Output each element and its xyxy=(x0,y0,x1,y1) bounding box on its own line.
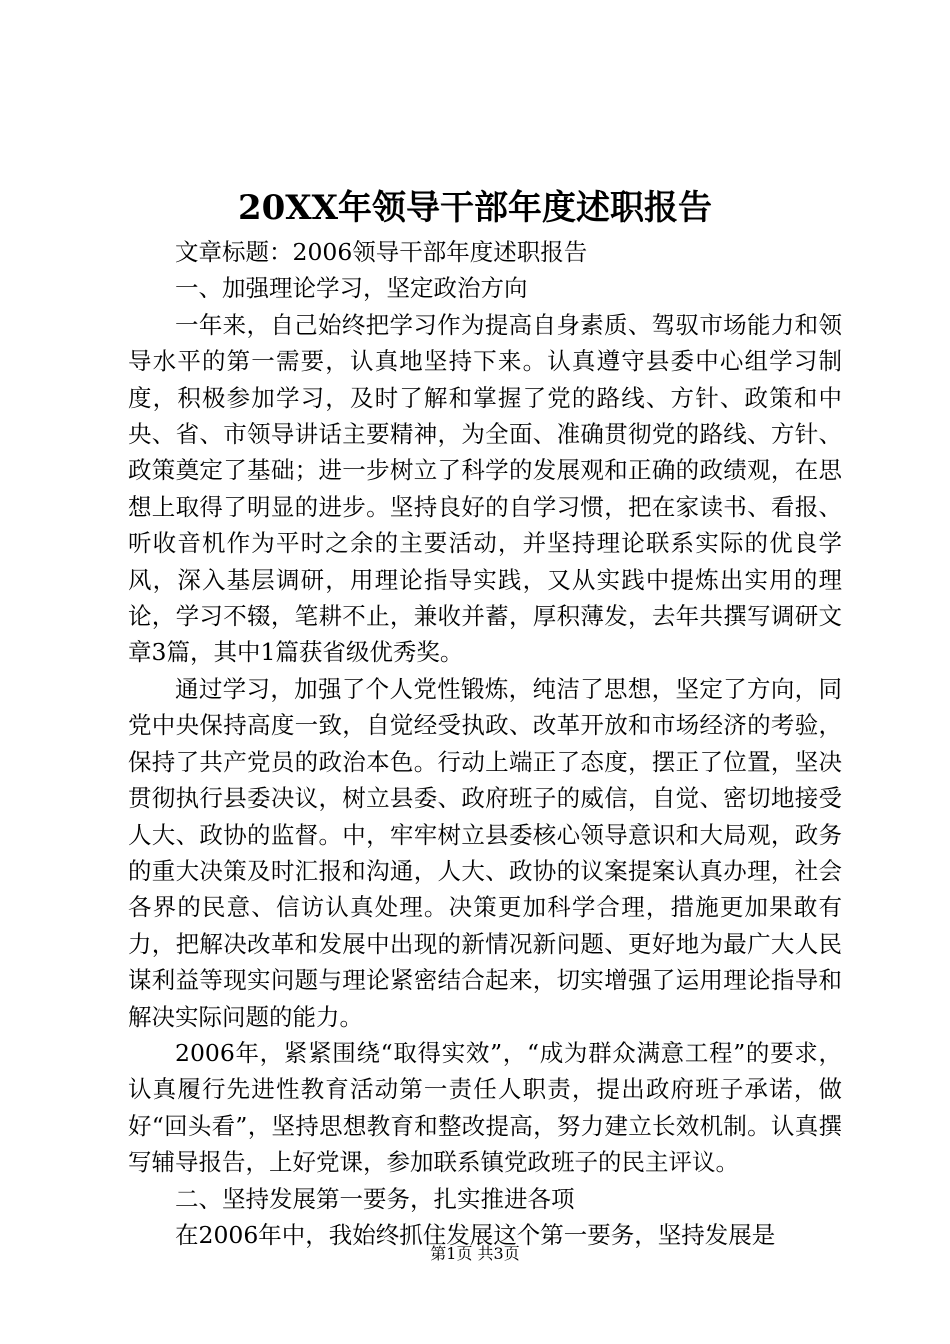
document-body xyxy=(128,234,842,1253)
paragraph: 一年来，自己始终把学习作为提高自身素质、驾驭市场能力和领导水平的第一需要，认真地坚持下来。认真遵守县委中心组学习制度，积极参加学习，及时了解和掌握了党的路线、方针、政策和中央、省、市领导讲话主要精神，为全面、准确贯彻党的路线、方针、政策奠定了基础；进一步树立了科学的发展观和正确的政绩观，在思想上取得了明显的进步。坚持良好的自学习惯，把在家读书、看报、听收音机作为平时之余的主要活动，并坚持理论联系实际的优良学风，深入基层调研，用理论指导实践，又从实践中提炼出实用的理论，学习不辍，笔耕不止，兼收并蓄，厚积薄发，去年共撰写调研文章3篇，其中1篇获省级优秀奖。 xyxy=(128,310,842,667)
section-heading-2: 二、坚持发展第一要务，扎实推进各项 xyxy=(175,1184,575,1213)
paragraph: 2006年，紧紧围绕“取得实效”，“成为群众满意工程”的要求，认真履行先进性教育活动第一责任人职责，提出政府班子承诺，做好“回头看”，坚持思想教育和整改提高，努力建立长效机制。认真撰写辅导报告，上好党课，参加联系镇党政班子的民主评议。 xyxy=(128,1038,842,1177)
paragraph: 通过学习，加强了个人党性锻炼，纯洁了思想，坚定了方向，同党中央保持高度一致，自觉经受执政、改革开放和市场经济的考验，保持了共产党员的政治本色。行动上端正了态度，摆正了位置，坚决贯彻执行县委决议，树立县委、政府班子的威信，自觉、密切地接受人大、政协的监督。中，牢牢树立县委核心领导意识和大局观，政务的重大决策及时汇报和沟通，人大、政协的议案提案认真办理，社会各界的民意、信访认真处理。决策更加科学合理，措施更加果敢有力，把解决改革和发展中出现的新情况新问题、更好地为最广大人民谋利益等现实问题与理论紧密结合起来，切实增强了运用理论指导和解决实际问题的能力。 xyxy=(128,674,842,1031)
page-footer: 第1页 共3页 xyxy=(430,1244,520,1263)
section-heading-1: 一、加强理论学习，坚定政治方向 xyxy=(175,274,528,303)
paragraph: 在2006年中，我始终抓住发展这个第一要务，坚持发展是 xyxy=(175,1220,776,1249)
paragraph-article-title: 文章标题：2006领导干部年度述职报告 xyxy=(175,238,588,266)
document-title: 20XX年领导干部年度述职报告 xyxy=(237,188,713,228)
